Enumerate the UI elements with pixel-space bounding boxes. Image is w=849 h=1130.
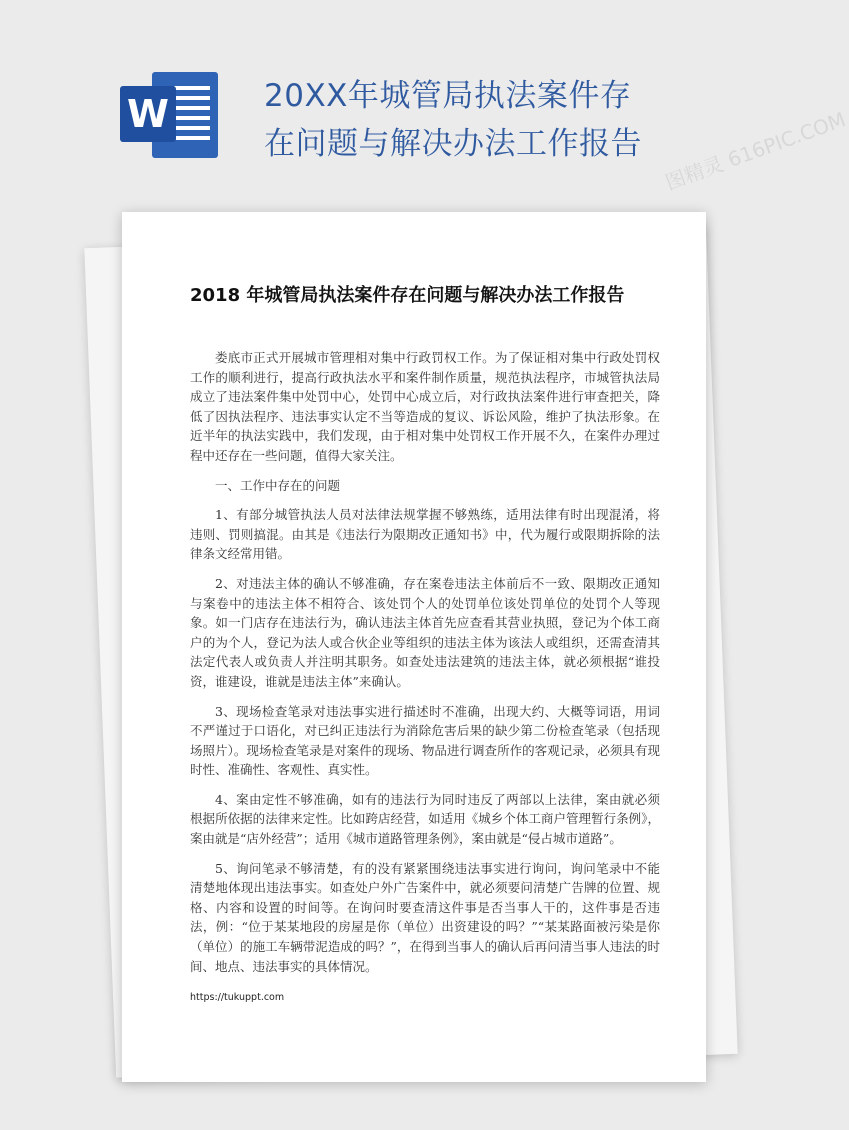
- header: [0, 0, 800, 210]
- page-title: [264, 72, 664, 168]
- title-line-1: 20XX年城管局执法案件存: [264, 78, 632, 114]
- paragraph: 1、有部分城管执法人员对法律法规掌握不够熟练，适用法律有时出现混淆，将违则、罚则搞混。由其是《违法行为限期改正通知书》中，代为履行或限期拆除的法律条文经常用错。: [190, 507, 660, 562]
- watermark: 图精灵 616PIC.COM: [662, 107, 849, 195]
- paragraph: 一、工作中存在的问题: [215, 477, 341, 493]
- paragraph: 4、案由定性不够准确，如有的违法行为同时违反了两部以上法律，案由就必须根据所依据的法律来定性。比如跨店经营，如适用《城乡个体工商户管理暂行条例》，案由就是“店外经营”；适用《城市道路管理条例》，案由就是“侵占城市道路”。: [190, 791, 660, 847]
- source-url: https://tukuppt.com: [190, 992, 285, 1003]
- title-line-2: 在问题与解决办法工作报告: [264, 126, 642, 162]
- paragraph: 5、询问笔录不够清楚，有的没有紧紧围绕违法事实进行询问，询问笔录中不能清楚地体现出违法事实。如查处户外广告案件中，就必须要问清楚广告牌的位置、规格、内容和设置的时间等。在询问时要查清这件事是否当事人干的，这件事是否违法，例：“位于某某地段的房屋是你（单位）出资建设的吗？”“某某路面被污染是你（单位）的施工车辆带泥造成的吗？”，在得到当事人的确认后再问清当事人违法的时间、地点、违法事实的具体情况。: [190, 860, 660, 974]
- paragraph: 娄底市正式开展城市管理相对集中行政罚权工作。为了保证相对集中行政处罚权工作的顺利进行，提高行政执法水平和案件制作质量，规范执法程序，市城管执法局成立了违法案件集中处罚中心，处罚中心成立后，对行政执法案件进行审查把关，降低了因执法程序、违法事实认定不当等造成的复议、诉讼风险，维护了执法形象。在近半年的执法实践中，我们发现，由于相对集中处罚权工作开展不久，在案件办理过程中还存在一些问题，值得大家关注。: [190, 350, 660, 463]
- paragraph: 2、对违法主体的确认不够准确，存在案卷违法主体前后不一致、限期改正通知与案卷中的违法主体不相符合、该处罚个人的处罚单位该处罚单位的处罚个人等现象。如一门店存在违法行为，确认违法主体首先应查看其营业执照，登记为个体工商户的为个人，登记为法人或合伙企业等组织的违法主体为该法人或组织，还需查清其法定代表人或负责人并注明其职务。如查处违法建筑的违法主体，就必须根据“谁投资，谁建设，谁就是违法主体”来确认。: [190, 575, 660, 689]
- word-w-badge: W: [120, 86, 176, 142]
- paragraph: 3、现场检查笔录对违法事实进行描述时不准确，出现大约、大概等词语，用词不严谨过于口语化，对已纠正违法行为消除危害后果的缺少第二份检查笔录（包括现场照片）。现场检查笔录是对案件的现场、物品进行调查所作的客观记录，必须具有现时性、准确性、客观性、真实性。: [190, 703, 660, 778]
- word-document-icon: [112, 70, 224, 160]
- document-body: [190, 348, 660, 986]
- document-title: 2018 年城管局执法案件存在问题与解决办法工作报告: [190, 285, 625, 306]
